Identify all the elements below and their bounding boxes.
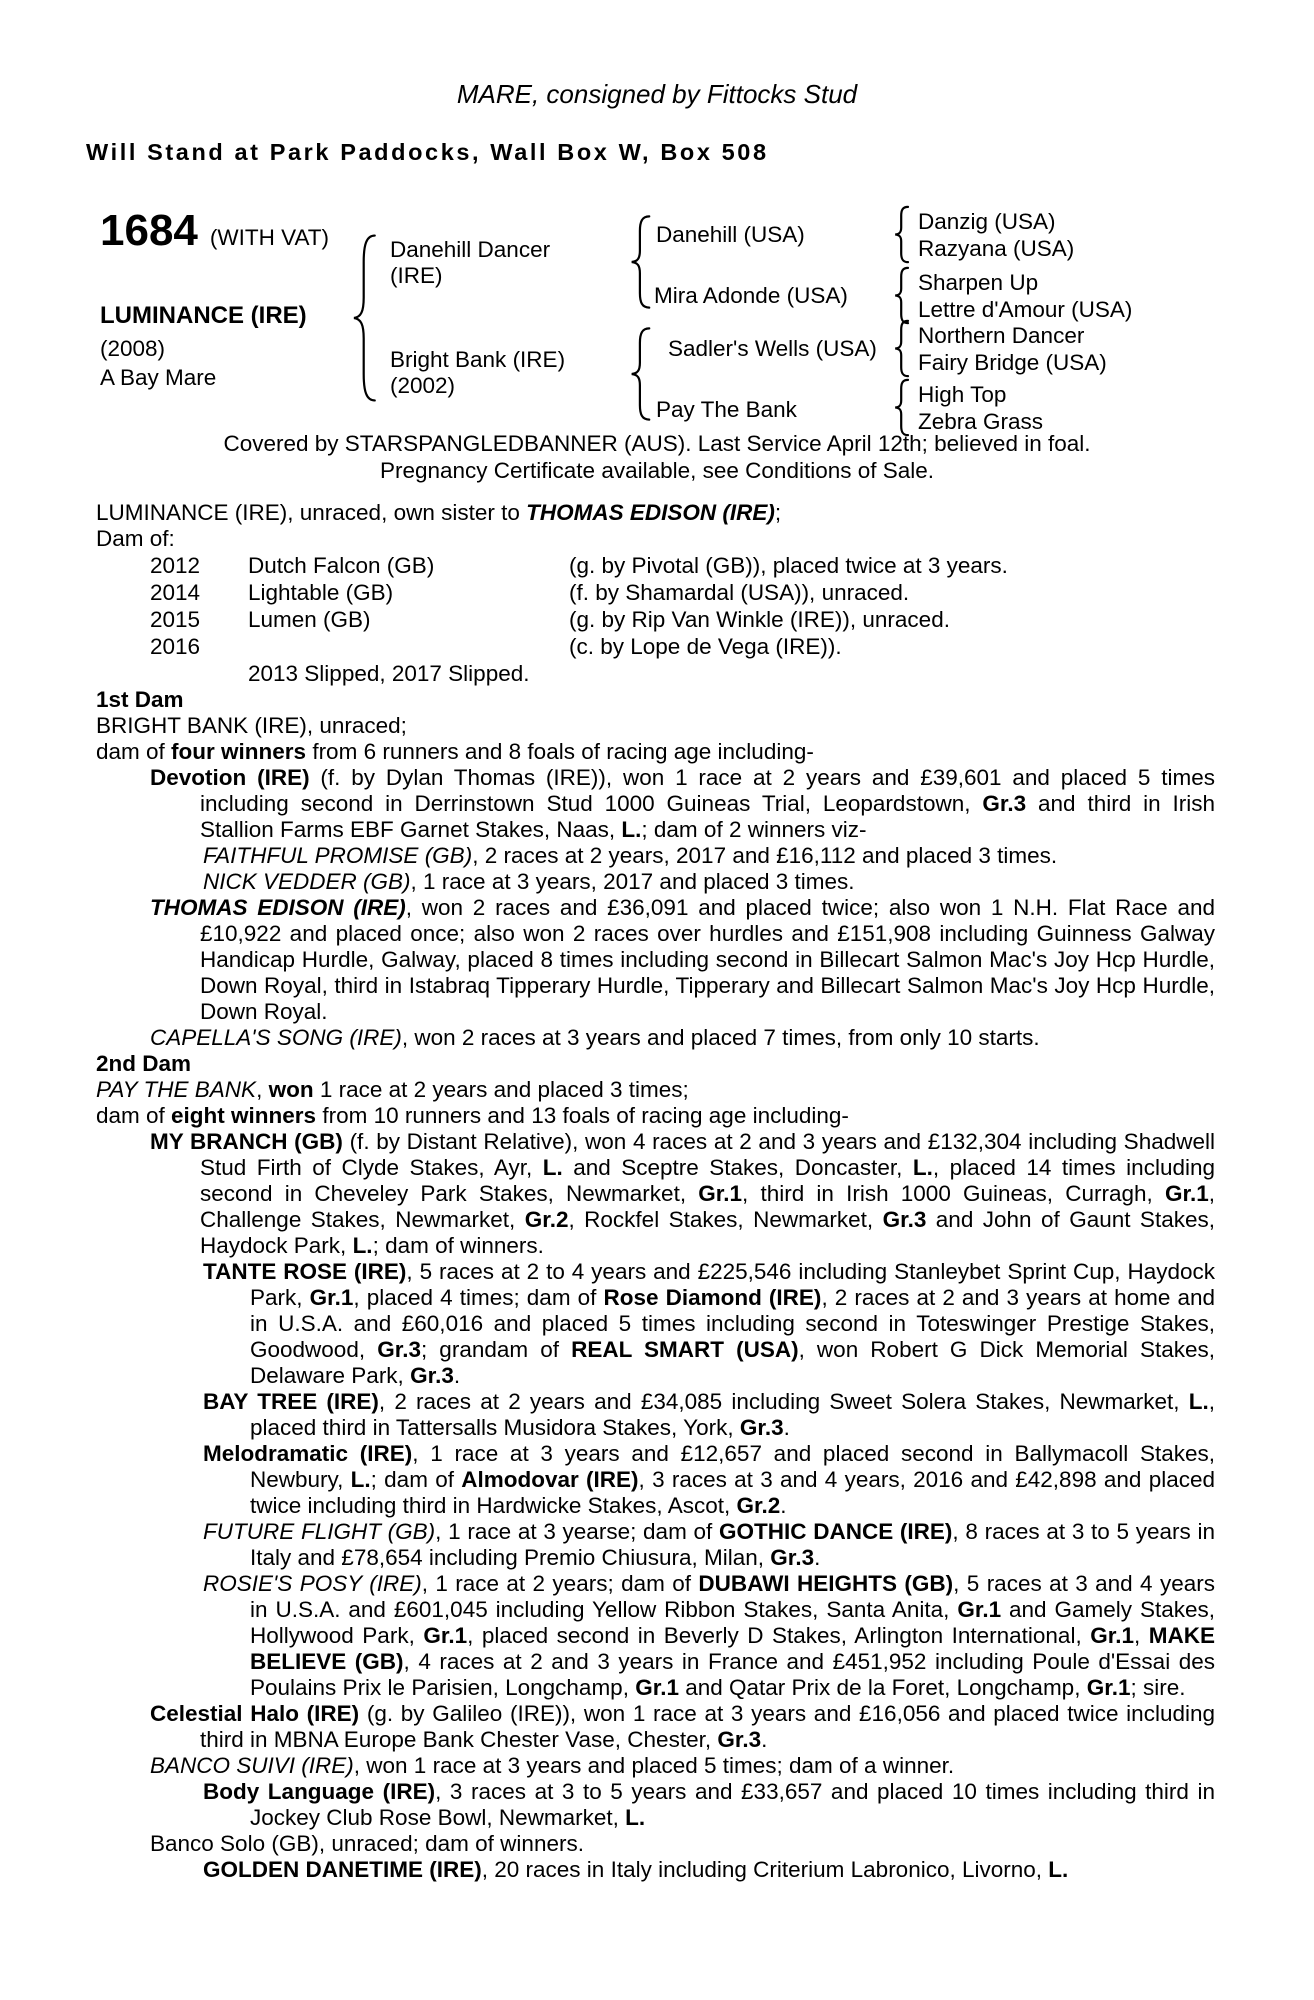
pedigree-dam-brace-icon <box>630 327 652 421</box>
pedigree-entry: Devotion (IRE) (f. by Dylan Thomas (IRE)), won 1 race at 2 years and £39,601 and placed 5 times including second in Derrinstown Stud 1000 Guineas Trial, Leopardstown, Gr.3 and third in Irish Stallion Farms EBF Garnet Stakes, Naas, L.; dam of 2 winners viz- <box>150 765 1215 842</box>
pedigree-entry: Celestial Halo (IRE) (g. by Galileo (IRE)), won 1 race at 3 years and £16,056 and placed twice including third in MBNA Europe Bank Chester Vase, Chester, Gr.3. <box>150 1701 1215 1752</box>
pedigree-great-grandparent: High Top <box>918 382 1007 407</box>
pedigree-entry: Body Language (IRE), 3 races at 3 to 5 years and £33,657 and placed 10 times including third in Jockey Club Rose Bowl, Newmarket, L. <box>203 1779 1215 1830</box>
pedigree-entry: BANCO SUIVI (IRE), won 1 race at 3 years and placed 5 times; dam of a winner. <box>150 1753 955 1778</box>
pedigree-sire <box>390 237 550 289</box>
dam-lead-line: PAY THE BANK, won 1 race at 2 years and placed 3 times; <box>96 1077 689 1102</box>
produce-name: Lightable (GB) <box>248 580 394 605</box>
pedigree-dams-dam: Pay The Bank <box>656 397 797 422</box>
pedigree-dam-year: (2002) <box>390 373 456 398</box>
pedigree-great-grandparent: Fairy Bridge (USA) <box>918 350 1107 375</box>
pedigree-entry: CAPELLA'S SONG (IRE), won 2 races at 3 years and placed 7 times, from only 10 starts. <box>150 1025 1040 1050</box>
pedigree-entry: NICK VEDDER (GB), 1 race at 3 years, 2017 and placed 3 times. <box>203 869 855 894</box>
section-heading-1st-dam: 1st Dam <box>96 687 184 712</box>
pedigree-pair-brace-icon <box>894 379 910 436</box>
pedigree-sire-brace-icon <box>630 215 652 309</box>
lot-number: 1684 <box>100 206 198 255</box>
pedigree-entry: ROSIE'S POSY (IRE), 1 race at 2 years; dam of DUBAWI HEIGHTS (GB), 5 races at 3 and 4 years in U.S.A. and £601,045 including Yellow Ribbon Stakes, Santa Anita, Gr.1 and Gamely Stakes, Hollywood Park, Gr.1, placed second in Beverly D Stakes, Arlington International, Gr.1, MAKE BELIEVE (GB), 4 races at 2 and 3 years in France and £451,952 including Poule d'Essai des Poulains Prix le Parisien, Longchamp, Gr.1 and Qatar Prix de la Foret, Longchamp, Gr.1; sire. <box>203 1571 1216 1700</box>
produce-year: 2016 <box>150 634 201 659</box>
produce-year: 2015 <box>150 607 201 632</box>
produce-desc: (g. by Rip Van Winkle (IRE)), unraced. <box>569 607 950 632</box>
pedigree-great-grandparent: Razyana (USA) <box>918 236 1075 261</box>
stand-location-line: Will Stand at Park Paddocks, Wall Box W, Box 508 <box>86 139 769 165</box>
pedigree-main-brace-icon <box>352 233 378 403</box>
pedigree-pair-brace-icon <box>894 320 910 377</box>
pedigree-pair-brace-icon <box>894 267 910 324</box>
produce-desc: (f. by Shamardal (USA)), unraced. <box>569 580 910 605</box>
intro-line: LUMINANCE (IRE), unraced, own sister to THOMAS EDISON (IRE); <box>96 500 782 525</box>
pedigree-entry: GOLDEN DANETIME (IRE), 20 races in Italy including Criterium Labronico, Livorno, L. <box>203 1857 1069 1882</box>
produce-name: Lumen (GB) <box>248 607 371 632</box>
pedigree-entry: FUTURE FLIGHT (GB), 1 race at 3 yearse; dam of GOTHIC DANCE (IRE), 8 races at 3 to 5 years in Italy and £78,654 including Premio Chiusura, Milan, Gr.3. <box>203 1519 1215 1570</box>
dam-lead-line: dam of eight winners from 10 runners and 13 foals of racing age including- <box>96 1103 849 1128</box>
pedigree-great-grandparent: Zebra Grass <box>918 409 1044 434</box>
pregnancy-certificate-line: Pregnancy Certificate available, see Conditions of Sale. <box>379 458 935 483</box>
pedigree-dam <box>390 347 565 399</box>
produce-name: Dutch Falcon (GB) <box>248 553 435 578</box>
produce-desc: (c. by Lope de Vega (IRE)). <box>569 634 842 659</box>
pedigree-entry: Banco Solo (GB), unraced; dam of winners. <box>150 1831 584 1856</box>
pedigree-dam-name: Bright Bank (IRE) <box>390 347 566 372</box>
pedigree-entry: THOMAS EDISON (IRE), won 2 races and £36,091 and placed twice; also won 1 N.H. Flat Race and £10,922 and placed once; also won 2 races over hurdles and £151,908 including Guinness Galway Handicap Hurdle, Galway, placed 8 times including second in Billecart Salmon Mac's Joy Hcp Hurdle, Down Royal, third in Istabraq Tipperary Hurdle, Tipperary and Billecart Salmon Mac's Joy Hcp Hurdle, Down Royal. <box>150 895 1215 1024</box>
produce-year: 2012 <box>150 553 201 578</box>
produce-year: 2014 <box>150 580 201 605</box>
pedigree-sires-sire: Danehill (USA) <box>656 222 805 247</box>
pedigree-dams-sire: Sadler's Wells (USA) <box>668 336 877 361</box>
pedigree-great-grandparent: Sharpen Up <box>918 270 1039 295</box>
pedigree-great-grandparent: Danzig (USA) <box>918 209 1056 234</box>
produce-name <box>248 633 569 660</box>
dam-lead-line: dam of four winners from 6 runners and 8 foals of racing age including- <box>96 739 814 764</box>
pedigree-entry: MY BRANCH (GB) (f. by Distant Relative), won 4 races at 2 and 3 years and £132,304 including Shadwell Stud Firth of Clyde Stakes, Ayr, L. and Sceptre Stakes, Doncaster, L., placed 14 times including second in Cheveley Park Stakes, Newmarket, Gr.1, third in Irish 1000 Guineas, Curragh, Gr.1, Challenge Stakes, Newmarket, Gr.2, Rockfel Stakes, Newmarket, Gr.3 and John of Gaunt Stakes, Haydock Park, L.; dam of winners. <box>150 1129 1215 1258</box>
pedigree-sires-dam: Mira Adonde (USA) <box>654 283 848 308</box>
dam-of-label: Dam of: <box>96 526 175 551</box>
produce-record-table <box>150 552 1215 660</box>
horse-foaling-year: (2008) <box>100 336 166 361</box>
slipped-note: 2013 Slipped, 2017 Slipped. <box>248 661 530 686</box>
pedigree-text-body <box>96 500 1215 1883</box>
pedigree-entry: TANTE ROSE (IRE), 5 races at 2 to 4 years and £225,546 including Stanleybet Sprint Cup, Haydock Park, Gr.1, placed 4 times; dam of Rose Diamond (IRE), 2 races at 2 and 3 years at home and in U.S.A. and £60,016 and placed 5 times including second in Toteswinger Prestige Stakes, Goodwood, Gr.3; grandam of REAL SMART (USA), won Robert G Dick Memorial Stakes, Delaware Park, Gr.3. <box>203 1259 1216 1388</box>
vat-note: (WITH VAT) <box>209 225 330 250</box>
pedigree-entry: FAITHFUL PROMISE (GB), 2 races at 2 years, 2017 and £16,112 and placed 3 times. <box>203 843 1058 868</box>
horse-name: LUMINANCE (IRE) <box>100 302 307 329</box>
page-title: MARE, consigned by Fittocks Stud <box>456 79 858 109</box>
pedigree-sire-name: Danehill Dancer <box>390 237 551 262</box>
covered-by-line: Covered by STARSPANGLEDBANNER (AUS). Last Service April 12th; believed in foal. <box>223 431 1091 456</box>
pedigree-great-grandparent: Lettre d'Amour (USA) <box>918 297 1133 322</box>
pedigree-sire-suffix: (IRE) <box>390 263 443 288</box>
horse-description: A Bay Mare <box>100 365 217 390</box>
pedigree-entry: Melodramatic (IRE), 1 race at 3 years and £12,657 and placed second in Ballymacoll Stakes, Newbury, L.; dam of Almodovar (IRE), 3 races at 3 and 4 years, 2016 and £42,898 and placed twice including third in Hardwicke Stakes, Ascot, Gr.2. <box>203 1441 1215 1518</box>
pedigree-pair-brace-icon <box>894 206 910 263</box>
dam-lead-line: BRIGHT BANK (IRE), unraced; <box>96 713 407 738</box>
pedigree-great-grandparent: Northern Dancer <box>918 323 1085 348</box>
produce-desc: (g. by Pivotal (GB)), placed twice at 3 years. <box>569 553 1008 578</box>
section-heading-2nd-dam: 2nd Dam <box>96 1051 192 1076</box>
pedigree-entry: BAY TREE (IRE), 2 races at 2 years and £34,085 including Sweet Solera Stakes, Newmarket, L., placed third in Tattersalls Musidora Stakes, York, Gr.3. <box>203 1389 1215 1440</box>
lot-line <box>100 206 330 255</box>
pedigree-table <box>0 175 1314 434</box>
